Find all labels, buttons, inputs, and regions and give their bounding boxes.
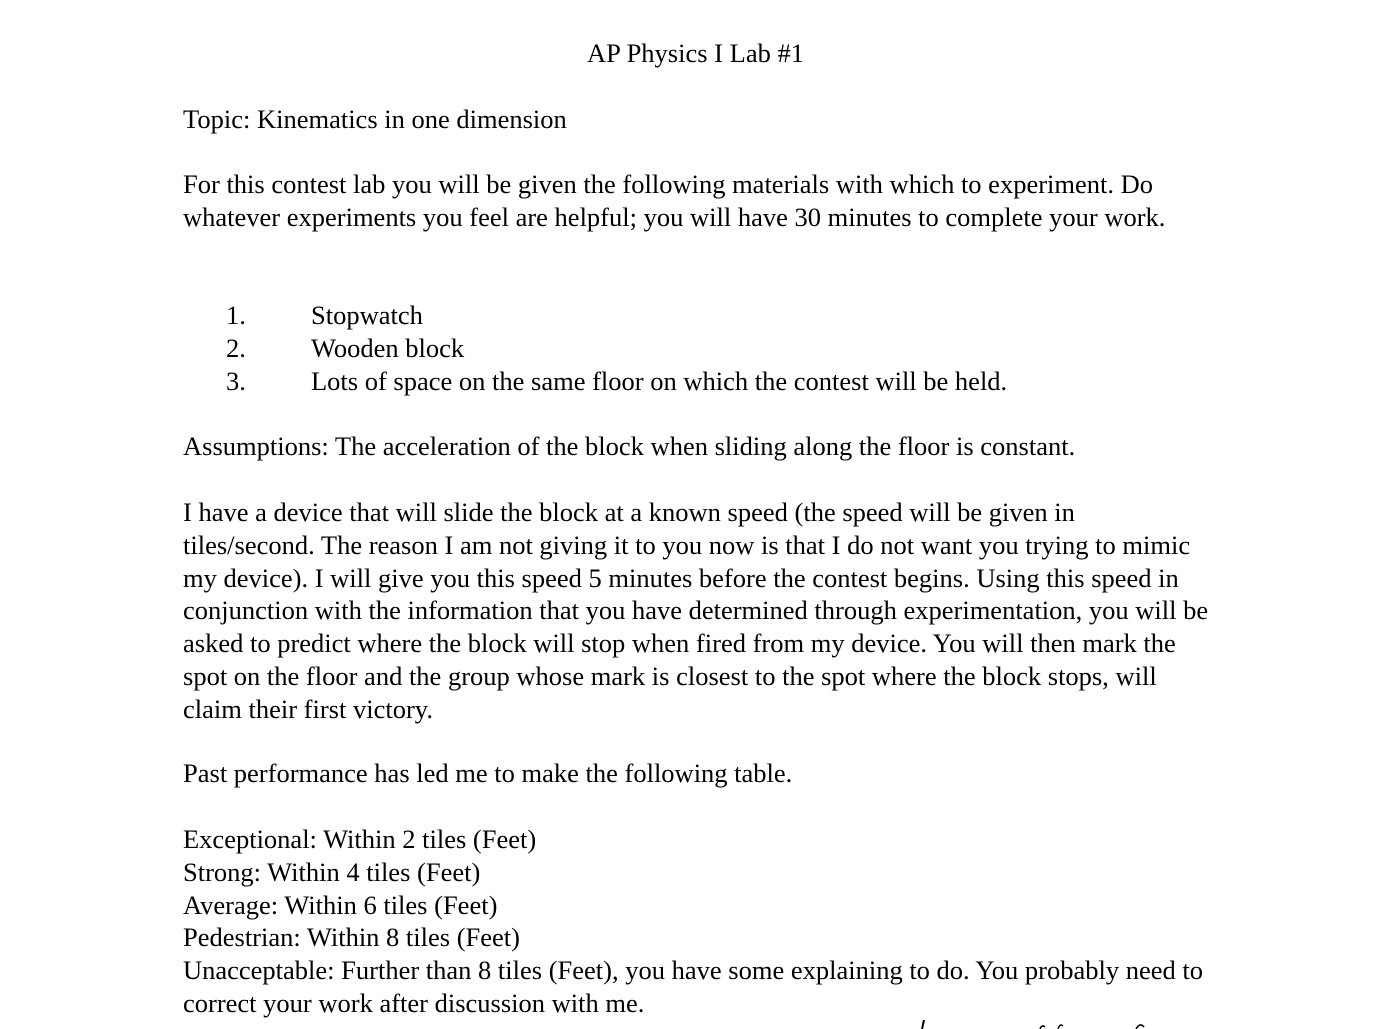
rating-strong: Strong: Within 4 tiles (Feet) — [183, 856, 481, 887]
past-performance-line: Past performance has led me to make the following table. — [183, 758, 793, 788]
document-title: AP Physics I Lab #1 — [587, 38, 804, 68]
device-paragraph: I have a device that will slide the block at a known speed (the speed will be given in tiles/second. The reason I am not giving it to you now is that I do not want you trying to mimic my device). I will give you this speed 5 minutes before the contest begins. Using this speed in conjunction with the information that you have determined through experimentation, you will be asked to predict where the block will stop when fired from my device. You will then mark the spot on the floor and the group whose mark is closest to the spot where the block stops, will claim their first victory. — [183, 497, 1209, 724]
list-item — [183, 332, 1213, 365]
list-item-label: Wooden block — [311, 332, 465, 363]
list-item-number: 2. — [226, 332, 246, 363]
list-item-label: Lots of space on the same floor on which the contest will be held. — [311, 365, 1008, 396]
intro-paragraph: For this contest lab you will be given the following materials with which to experiment. Do whatever experiments you feel are helpful; you will have 30 minutes to complete your work. — [183, 169, 1166, 232]
topic-line: Topic: Kinematics in one dimension — [183, 104, 567, 134]
assumptions-paragraph: Assumptions: The acceleration of the block when sliding along the floor is constant. — [183, 431, 1076, 461]
list-item-number: 1. — [226, 300, 246, 330]
rating-unacceptable: Unacceptable: Further than 8 tiles (Feet), you have some explaining to do. You probably need to correct your work after discussion with me. — [183, 955, 1204, 1018]
list-item-number: 3. — [226, 365, 246, 396]
handwriting-scribble-icon — [900, 1018, 1160, 1029]
ratings-table — [183, 823, 1213, 1020]
rating-exceptional: Exceptional: Within 2 tiles (Feet) — [183, 824, 537, 854]
rating-pedestrian: Pedestrian: Within 8 tiles (Feet) — [183, 922, 520, 953]
list-item — [183, 299, 1213, 332]
list-item — [183, 365, 1213, 398]
list-item-label: Stopwatch — [311, 300, 423, 330]
materials-list — [183, 299, 1213, 397]
rating-average: Average: Within 6 tiles (Feet) — [183, 889, 498, 920]
